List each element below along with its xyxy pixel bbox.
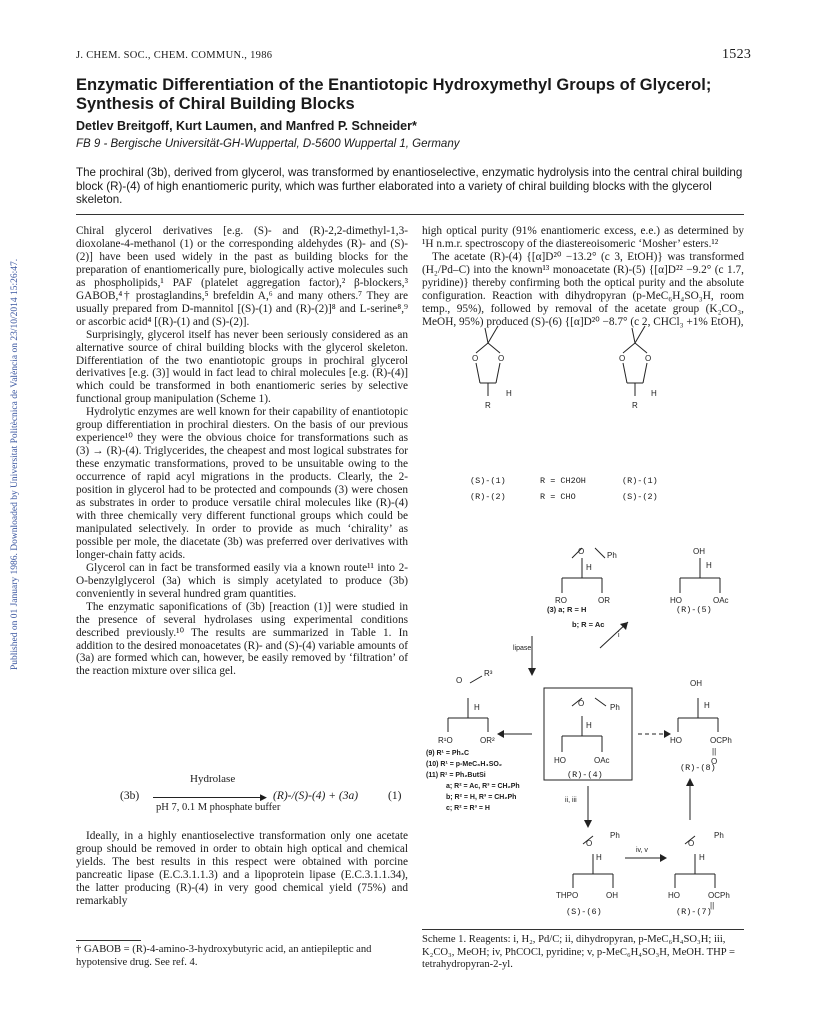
svg-text:O: O <box>578 699 585 708</box>
affiliation: FB 9 - Bergische Universität-GH-Wuppertal, D-5600 Wuppertal 1, Germany <box>76 138 460 150</box>
svg-text:H: H <box>586 563 592 572</box>
svg-text:R: R <box>632 401 638 410</box>
svg-text:O: O <box>645 354 652 363</box>
label-3b: b; R = Ac <box>572 620 605 629</box>
svg-text:||: || <box>710 901 715 910</box>
right-paragraph-2: The acetate (R)-(4) {[α]D²⁰ −13.2° (c 3, EtOH)} was transformed (H₂/Pd–C) into the known¹³ monoacetate (R)-(5) {[α]D²² −9.2° (c 1.7, pyridine)} thereby confirming both the optical purity and the absolute configuration. Reaction with dihydropyran (p-MeC₆H₄SO₃H, room temp., 95%), followed by removal of the acetate group (K₂CO₃, MeOH, 95%) produced (S)-(6) {[α]D²⁰ −8.7° (c 2, CHCl₃ +1% EtOH), <box>422 250 744 328</box>
svg-text:R³: R³ <box>484 669 493 678</box>
reaction-equation <box>90 773 408 820</box>
caption-rule <box>422 929 744 930</box>
paragraph-6: Ideally, in a highly enantioselective transformation only one acetate group should be removed in order to obtain high optical and chemical yields. The best results in this respect were obtained with porcine pancreatic lipase (E.C.3.1.1.3) and a lipoprotein lipase (E.C.3.1.1.34), the latter producing (R)-(4) in very good chemical yield (75%) and remarkably <box>76 830 408 907</box>
paragraph-5: The enzymatic saponifications of (3b) [reaction (1)] were studied in the presence of several hydrolases using experimental conditions described previously.¹⁰ The results are summarized in Table 1. In addition to the desired monoacetates (R)- and (S)-(4) variable amounts of (3a) are formed which can, however, be easily removed by ‘filtration’ of the reaction mixture over silica gel. <box>76 600 408 678</box>
deriv-9: (9) R¹ = Ph₃C <box>426 750 470 757</box>
derivative-list <box>426 748 520 814</box>
svg-text:OCPh: OCPh <box>710 736 732 745</box>
svg-text:H: H <box>704 701 710 710</box>
equation-products: (R)-/(S)-(4) + (3a) <box>273 790 359 802</box>
download-watermark <box>0 140 18 680</box>
equation-catalyst: Hydrolase <box>190 773 236 785</box>
svg-text:R¹O: R¹O <box>438 736 453 745</box>
svg-text:OH: OH <box>693 547 705 556</box>
compound-r2: (R)-(2) <box>470 492 506 502</box>
download-notice: Published on 01 January 1986. Downloaded by Universitat Politècnica de València on 23/10/2014 15:26:47. <box>10 258 20 670</box>
svg-text:H: H <box>586 721 592 730</box>
equation-reactant: (3b) <box>120 790 140 802</box>
authors: Detlev Breitgoff, Kurt Laumen, and Manfred P. Schneider* <box>76 119 417 133</box>
svg-text:H: H <box>651 389 657 398</box>
svg-text:H: H <box>596 853 602 862</box>
svg-text:Ph: Ph <box>607 551 617 560</box>
equation-conditions: pH 7, 0.1 M phosphate buffer <box>156 802 281 813</box>
svg-text:H: H <box>706 561 712 570</box>
r-ch2oh: R = CH2OH <box>540 476 586 486</box>
svg-text:HO: HO <box>554 756 566 765</box>
deriv-c: c; R² = R³ = H <box>446 805 490 812</box>
compound-s2: (S)-(2) <box>622 492 658 502</box>
left-column-tail <box>76 830 408 908</box>
deriv-10: (10) R¹ = p-MeC₆H₄SO₂ <box>426 761 502 768</box>
footnote: † GABOB = (R)-4-amino-3-hydroxybutyric acid, an antiepileptic and hypotensive drug. See ref. 4. <box>76 944 372 968</box>
deriv-11: (11) R¹ = Ph₂ButSi <box>426 772 486 779</box>
svg-text:Ph: Ph <box>714 831 724 840</box>
svg-text:OR: OR <box>598 596 610 605</box>
equation-number: (1) <box>388 790 402 802</box>
svg-text:OAc: OAc <box>594 756 610 765</box>
svg-text:O: O <box>578 547 585 556</box>
svg-text:H: H <box>506 389 512 398</box>
compound-r1: (R)-(1) <box>622 476 658 486</box>
equation-arrow <box>153 797 265 798</box>
svg-text:HO: HO <box>668 891 680 900</box>
page-number: 1523 <box>722 47 752 62</box>
equation-arrowhead: ▶ <box>260 792 267 802</box>
svg-text:HO: HO <box>670 596 682 605</box>
svg-text:RO: RO <box>555 596 567 605</box>
svg-text:OAc: OAc <box>713 596 729 605</box>
svg-text:O: O <box>456 676 463 685</box>
svg-text:THPO: THPO <box>556 891 579 900</box>
paragraph-1: Chiral glycerol derivatives [e.g. (S)- and (R)-2,2-dimethyl-1,3-dioxolane-4-methanol (1) or the corresponding aldehydes (R)- and (S)-(2)] have been used widely in the past as building blocks for the preparation of enantiomerically pure, biologically active molecules such as phospholipids,¹ PAF (platelet aggregation factor),² β-blockers,³ GABOB,⁴† prostaglandins,⁵ brefeldin A,⁶ and many others.⁷ They are usually prepared from D-mannitol [(S)-(1) and (R)-(2)]⁸ and L-serine⁸,⁹ or ascorbic acid⁴ [(R)-(1) and (S)-(2)]. <box>76 225 408 328</box>
scheme-row-2 <box>470 492 658 502</box>
deriv-a: a; R² = Ac, R³ = CH₂Ph <box>446 783 520 790</box>
journal-header: J. CHEM. SOC., CHEM. COMMUN., 1986 <box>76 50 273 61</box>
left-column <box>76 225 408 678</box>
label-s6: (S)-(6) <box>566 907 602 917</box>
paragraph-4: Glycerol can in fact be transformed easily via a known route¹¹ into 2-O-benzylglycerol (3a) which is simply acetylated to produce (3b) conveniently in several hundred gram quantities. <box>76 561 408 600</box>
title-line-1: Enzymatic Differentiation of the Enantiotopic Hydroxymethyl Groups of Glycerol; <box>76 76 712 94</box>
paragraph-3: Hydrolytic enzymes are well known for their capability of enantiotopic group differentiation in prochiral diesters. On the basis of our previous experience¹⁰ they were the obvious choice for transformations such as (3) → (R)-(4). Triglycerides, the cheapest and most logical substrates for these enzymatic transformations, proved to be unsuitable owing to the occurrence of rapid acyl migrations in the products. Clearly, the 2-position in glycerol had to be protected and compounds (3) were chosen as substrates in order to produce versatile chiral molecules like (R)-(4) with three chemically very different functional groups which could be manipulated selectively. In order to provide as much ‘chirality’ as possible per mole, the diacetate (3b) was preferred over derivatives with longer-chain fatty acids. <box>76 406 408 561</box>
abstract: The prochiral (3b), derived from glycerol, was transformed by enantioselective, enzymatic hydrolysis into the central chiral building block (R)-(4) of high enantiomeric purity, which was further elaborated into a variety of chiral building blocks with the glycerol skeleton. <box>76 166 743 207</box>
svg-text:H: H <box>474 703 480 712</box>
svg-text:OH: OH <box>606 891 618 900</box>
title-line-2: Synthesis of Chiral Building Blocks <box>76 95 355 113</box>
svg-text:H: H <box>699 853 705 862</box>
svg-text:Ph: Ph <box>610 703 620 712</box>
svg-text:O: O <box>688 839 695 848</box>
label-r8: (R)-(8) <box>680 763 716 773</box>
svg-text:OR²: OR² <box>480 736 495 745</box>
svg-text:Ph: Ph <box>610 831 620 840</box>
footnote-rule <box>76 940 141 941</box>
label-r4: (R)-(4) <box>567 770 603 780</box>
svg-text:O: O <box>711 757 718 766</box>
abstract-rule <box>76 214 744 215</box>
svg-text:HO: HO <box>670 736 682 745</box>
svg-text:O: O <box>586 839 593 848</box>
article-title <box>76 76 756 114</box>
paragraph-2: Surprisingly, glycerol itself has never been seriously considered as an alternative source of chiral building blocks with the glycerol skeleton. Differentiation of the two enantiotopic groups in prochiral glycerol derivatives [e.g. (3)] would in fact lead to chiral molecules [e.g. (R)-(4)] which could be transformed in both enantiomeric series by selective functional group manipulation (Scheme 1). <box>76 328 408 406</box>
svg-text:O: O <box>498 354 505 363</box>
svg-text:||: || <box>712 747 717 756</box>
label-3a: (3) a; R = H <box>547 605 587 614</box>
step-ii-iii-label: ii, iii <box>565 797 577 804</box>
svg-text:O: O <box>619 354 626 363</box>
svg-text:OCPh: OCPh <box>708 891 730 900</box>
svg-text:R: R <box>485 401 491 410</box>
scheme-row-1 <box>470 476 658 486</box>
r-cho: R = CHO <box>540 492 576 502</box>
svg-text:OH: OH <box>690 679 702 688</box>
compound-s1: (S)-(1) <box>470 476 506 486</box>
label-r7: (R)-(7) <box>676 907 712 917</box>
svg-text:O: O <box>472 354 479 363</box>
deriv-b: b; R² = H, R³ = CH₂Ph <box>446 794 517 801</box>
lipase-label: lipase <box>513 645 532 652</box>
step-iv-v-label: iv, v <box>636 847 648 854</box>
scheme-caption: Scheme 1. Reagents: i, H₂, Pd/C; ii, dihydropyran, p-MeC₆H₄SO₃H; iii, K₂CO₃, MeOH; iv, PhCOCl, pyridine; v, p-MeC₆H₄SO₃H, MeOH. THP = tetrahydropyran-2-yl. <box>422 934 735 971</box>
right-paragraph-1: high optical purity (91% enantiomeric excess, e.e.) as determined by ¹H n.m.r. spectroscopy of the diastereoisomeric ‘Mosher’ esters.¹² <box>422 225 744 250</box>
label-r5: (R)-(5) <box>676 605 712 615</box>
step-i-label: i <box>618 632 620 639</box>
